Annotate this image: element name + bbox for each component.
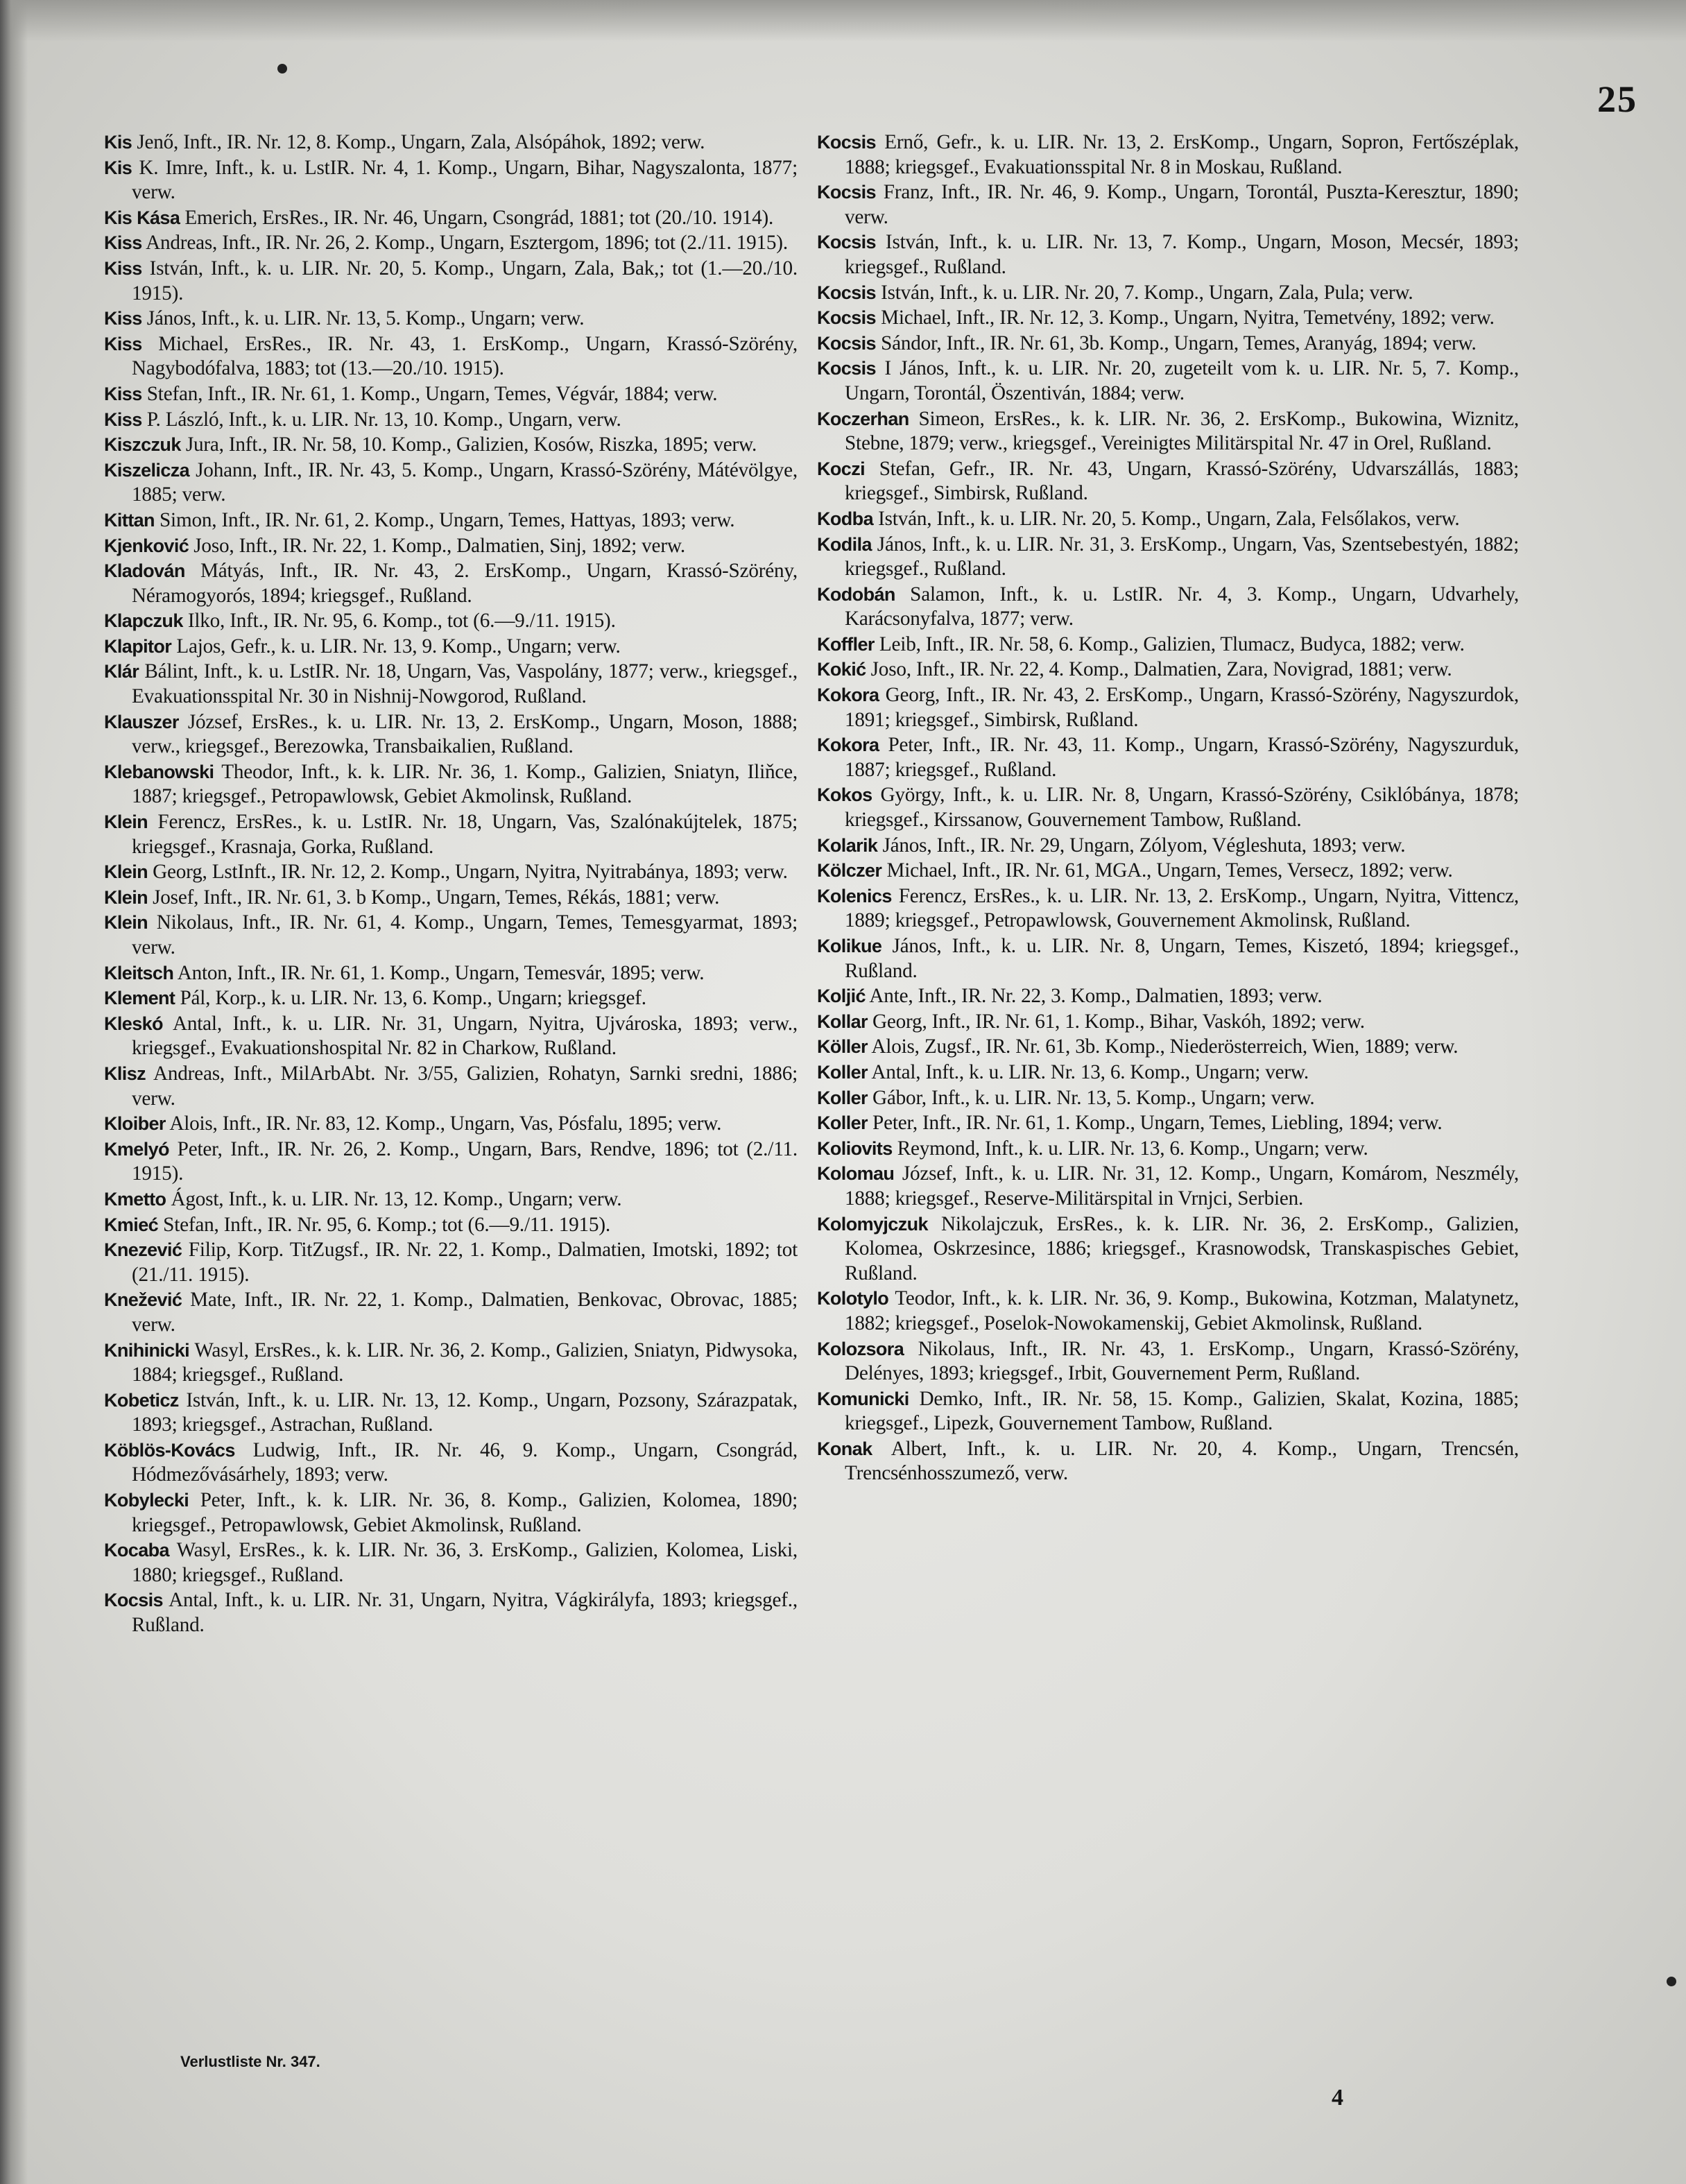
- entry-surname: Kobeticz: [104, 1389, 179, 1411]
- entry-surname: Kis Kása: [104, 207, 180, 228]
- entry-surname: Kittan: [104, 509, 155, 531]
- scan-speck: [277, 64, 287, 74]
- entry-details: Theodor, Inft., k. k. LIR. Nr. 36, 1. Komp., Galizien, Sniatyn, Iliňce, 1887; kriegsgef., Petropawlowsk, Gebiet Akmolinsk, Rußland.: [132, 760, 798, 808]
- entry-surname: Kiss: [104, 308, 142, 329]
- list-entry: [817, 1162, 1519, 1211]
- entry-details: István, Inft., k. u. LIR. Nr. 13, 7. Komp., Ungarn, Moson, Mecsér, 1893; kriegsgef., Rußland.: [845, 231, 1519, 278]
- entry-surname: Kiss: [104, 333, 142, 354]
- entry-details: Antal, Inft., k. u. LIR. Nr. 13, 6. Komp., Ungarn; verw.: [871, 1060, 1309, 1083]
- entry-surname: Kolomau: [817, 1163, 895, 1185]
- list-entry: [817, 507, 1519, 532]
- entry-details: Antal, Inft., k. u. LIR. Nr. 31, Ungarn, Nyitra, Ujvároska, 1893; verw., kriegsgef., Evakuationshospital Nr. 82 in Charkow, Rußland.: [132, 1012, 798, 1060]
- entry-details: János, Inft., k. u. LIR. Nr. 31, 3. ErsKomp., Ungarn, Vas, Szentsebestyén, 1882; kriegsgef., Rußland.: [845, 533, 1519, 581]
- entry-surname: Kolotylo: [817, 1288, 889, 1309]
- list-entry: [817, 230, 1519, 280]
- list-entry: [817, 683, 1519, 732]
- entry-details: Reymond, Inft., k. u. LIR. Nr. 13, 6. Komp., Ungarn; verw.: [897, 1137, 1368, 1160]
- entry-details: Stefan, Gefr., IR. Nr. 43, Ungarn, Krassó-Szörény, Udvarszállás, 1883; kriegsgef., Simbirsk, Rußland.: [845, 457, 1519, 505]
- scan-edge-top: [0, 0, 1686, 42]
- entry-surname: Knežević: [104, 1289, 182, 1311]
- left-column: [104, 130, 798, 1639]
- list-entry: [817, 583, 1519, 632]
- entry-details: Simon, Inft., IR. Nr. 61, 2. Komp., Ungarn, Temes, Hattyas, 1893; verw.: [160, 508, 735, 531]
- list-entry: [104, 508, 798, 533]
- entry-details: Bálint, Inft., k. u. LstIR. Nr. 18, Ungarn, Vas, Vaspolány, 1877; verw., kriegsgef., Evakuationsspital Nr. 30 in Nishnij-Nowgorod, Rußland.: [132, 660, 798, 708]
- list-entry: [104, 1137, 798, 1187]
- entry-surname: Kocsis: [817, 232, 876, 253]
- list-entry: [817, 1437, 1519, 1486]
- entry-surname: Kocaba: [104, 1540, 169, 1561]
- list-entry: [817, 934, 1519, 983]
- entry-surname: Kolozsora: [817, 1338, 904, 1359]
- list-entry: [104, 1187, 798, 1212]
- entry-details: Ludwig, Inft., IR. Nr. 46, 9. Komp., Ungarn, Csongrád, Hódmezővásárhely, 1893; verw.: [132, 1438, 798, 1486]
- entry-surname: Klár: [104, 661, 139, 682]
- entry-details: Nikolaus, Inft., IR. Nr. 43, 1. ErsKomp., Ungarn, Krassó-Szörény, Delényes, 1893; kriegsgef., Irbit, Gouvernement Perm, Rußland.: [845, 1337, 1519, 1385]
- entry-details: Georg, LstInft., IR. Nr. 12, 2. Komp., Ungarn, Nyitra, Nyitrabánya, 1893; verw.: [153, 861, 788, 884]
- entry-details: Andreas, Inft., MilArbAbt. Nr. 3/55, Galizien, Rohatyn, Sarnki sredni, 1886; verw.: [132, 1062, 798, 1110]
- entry-details: József, Inft., k. u. LIR. Nr. 31, 12. Komp., Ungarn, Komárom, Neszmély, 1888; kriegsgef., Reserve-Militärspital in Vrnjci, Serbien.: [845, 1162, 1519, 1210]
- entry-details: I János, Inft., k. u. LIR. Nr. 20, zugeteilt vom k. u. LIR. Nr. 5, 7. Komp., Ungarn, Torontál, Öszentiván, 1884; verw.: [845, 357, 1519, 404]
- list-entry: [817, 1212, 1519, 1287]
- entry-surname: Klein: [104, 861, 148, 883]
- signature-mark: 4: [1332, 2085, 1343, 2110]
- list-entry: [817, 180, 1519, 230]
- page-number: 25: [1597, 78, 1637, 120]
- entry-surname: Koller: [817, 1112, 868, 1134]
- entry-surname: Koffler: [817, 633, 875, 655]
- scan-edge-left: [0, 0, 28, 2184]
- list-entry: [817, 859, 1519, 884]
- list-entry: [104, 559, 798, 608]
- entry-surname: Konak: [817, 1438, 872, 1459]
- entry-details: Nikolajczuk, ErsRes., k. k. LIR. Nr. 36, 2. ErsKomp., Galizien, Kolomea, Oskrzesince, 1886; kriegsgef., Krasnowodsk, Transkaspisches Gebiet, Rußland.: [845, 1212, 1519, 1284]
- list-entry: [817, 884, 1519, 934]
- entry-surname: Kiszczuk: [104, 434, 181, 456]
- entry-surname: Kiss: [104, 232, 142, 254]
- list-entry: [817, 281, 1519, 306]
- entry-surname: Komunicki: [817, 1388, 909, 1409]
- list-entry: [817, 657, 1519, 682]
- list-entry: [104, 886, 798, 911]
- entry-surname: Kokora: [817, 685, 879, 706]
- entry-details: Salamon, Inft., k. u. LstIR. Nr. 4, 3. Komp., Ungarn, Udvarhely, Karácsonyfalva, 1877; verw.: [845, 583, 1519, 630]
- entry-surname: Kollar: [817, 1011, 868, 1032]
- entry-surname: Koczi: [817, 458, 866, 479]
- list-entry: [817, 1010, 1519, 1035]
- list-entry: [817, 306, 1519, 331]
- entry-surname: Kis: [104, 157, 132, 178]
- list-entry: [104, 130, 798, 155]
- entry-surname: Kokos: [817, 784, 872, 806]
- list-entry: [104, 1388, 798, 1438]
- entry-details: Stefan, Inft., IR. Nr. 61, 1. Komp., Ungarn, Temes, Végvár, 1884; verw.: [146, 382, 718, 405]
- entry-surname: Kmetto: [104, 1188, 166, 1210]
- list-entry: [817, 457, 1519, 506]
- entry-surname: Köller: [817, 1036, 868, 1058]
- entry-details: Lajos, Gefr., k. u. LIR. Nr. 13, 9. Komp., Ungarn; verw.: [176, 635, 621, 657]
- entry-surname: Kmieć: [104, 1214, 159, 1235]
- entry-details: Andreas, Inft., IR. Nr. 26, 2. Komp., Ungarn, Esztergom, 1896; tot (2./11. 1915).: [146, 232, 788, 255]
- list-entry: [104, 660, 798, 709]
- entry-details: Wasyl, ErsRes., k. k. LIR. Nr. 36, 2. Komp., Galizien, Sniatyn, Pidwysoka, 1884; kriegsgef., Rußland.: [132, 1339, 798, 1386]
- entry-details: József, ErsRes., k. u. LIR. Nr. 13, 2. ErsKomp., Ungarn, Moson, 1888; verw., kriegsgef., Berezowka, Transbaikalien, Rußland.: [132, 710, 798, 758]
- entry-surname: Klauszer: [104, 711, 179, 732]
- list-entry: [817, 783, 1519, 832]
- entry-details: Peter, Inft., IR. Nr. 43, 11. Komp., Ungarn, Krassó-Szörény, Nagyszurduk, 1887; kriegsgef., Rußland.: [845, 734, 1519, 781]
- entry-surname: Kloiber: [104, 1113, 166, 1135]
- entry-surname: Kjenković: [104, 535, 189, 556]
- entry-surname: Kobylecki: [104, 1490, 189, 1511]
- entry-details: Anton, Inft., IR. Nr. 61, 1. Komp., Ungarn, Temesvár, 1895; verw.: [177, 961, 705, 984]
- list-entry: [104, 206, 798, 231]
- list-entry: [817, 984, 1519, 1009]
- entry-details: Sándor, Inft., IR. Nr. 61, 3b. Komp., Ungarn, Temes, Aranyág, 1894; verw.: [881, 332, 1477, 354]
- list-entry: [104, 911, 798, 960]
- entry-surname: Kolarik: [817, 834, 878, 856]
- entry-details: István, Inft., k. u. LIR. Nr. 20, 5. Komp., Ungarn, Zala, Felsőlakos, verw.: [878, 507, 1460, 530]
- entry-surname: Koliovits: [817, 1137, 893, 1159]
- list-footer: Verlustliste Nr. 347.: [180, 2053, 320, 2070]
- entry-details: János, Inft., IR. Nr. 29, Ungarn, Zólyom, Végleshuta, 1893; verw.: [882, 834, 1406, 857]
- list-entry: [104, 710, 798, 759]
- entry-details: Emerich, ErsRes., IR. Nr. 46, Ungarn, Csongrád, 1881; tot (20./10. 1914).: [184, 206, 774, 229]
- entry-surname: Koller: [817, 1061, 868, 1083]
- entry-surname: Klapitor: [104, 635, 172, 657]
- list-entry: [104, 257, 798, 306]
- entry-details: János, Inft., k. u. LIR. Nr. 13, 5. Komp., Ungarn; verw.: [146, 307, 585, 330]
- list-entry: [104, 332, 798, 381]
- entry-surname: Kolikue: [817, 936, 882, 956]
- entry-details: Jenő, Inft., IR. Nr. 12, 8. Komp., Ungarn, Zala, Alsópáhok, 1892; verw.: [137, 131, 705, 153]
- list-entry: [104, 1488, 798, 1538]
- list-entry: [104, 458, 798, 508]
- list-entry: [104, 1538, 798, 1588]
- list-entry: [104, 986, 798, 1011]
- list-entry: [817, 130, 1519, 180]
- list-entry: [104, 860, 798, 885]
- list-entry: [817, 1060, 1519, 1085]
- entry-surname: Kocsis: [817, 358, 876, 379]
- entry-details: Johann, Inft., IR. Nr. 43, 5. Komp., Ungarn, Krassó-Szörény, Mátévölgye, 1885; verw.: [132, 458, 798, 506]
- list-entry: [104, 961, 798, 986]
- entry-details: Ágost, Inft., k. u. LIR. Nr. 13, 12. Komp., Ungarn; verw.: [171, 1187, 622, 1210]
- entry-surname: Kmelyó: [104, 1138, 169, 1160]
- list-entry: [817, 332, 1519, 356]
- list-entry: [104, 635, 798, 660]
- entry-surname: Kodila: [817, 533, 872, 555]
- right-column: [817, 130, 1519, 1487]
- list-entry: [104, 1588, 798, 1637]
- entry-surname: Kocsis: [817, 282, 876, 303]
- entry-surname: Klement: [104, 988, 175, 1009]
- entry-details: Mátyás, Inft., IR. Nr. 43, 2. ErsKomp., Ungarn, Krassó-Szörény, Néramogyorós, 1894; kriegsgef., Rußland.: [132, 560, 798, 607]
- list-entry: [104, 534, 798, 559]
- entry-surname: Kolenics: [817, 885, 892, 906]
- list-entry: [817, 1387, 1519, 1436]
- list-entry: [817, 733, 1519, 782]
- list-entry: [104, 1339, 798, 1388]
- entry-details: Joso, Inft., IR. Nr. 22, 4. Komp., Dalmatien, Zara, Novigrad, 1881; verw.: [870, 658, 1452, 681]
- entry-surname: Kleitsch: [104, 962, 174, 983]
- list-entry: [104, 810, 798, 859]
- entry-details: Ilko, Inft., IR. Nr. 95, 6. Komp., tot (6.—9./11. 1915).: [187, 610, 616, 633]
- entry-details: Pál, Korp., k. u. LIR. Nr. 13, 6. Komp., Ungarn; kriegsgef.: [180, 987, 646, 1010]
- entry-surname: Kodobán: [817, 583, 895, 605]
- entry-details: Jura, Inft., IR. Nr. 58, 10. Komp., Galizien, Kosów, Riszka, 1895; verw.: [185, 433, 757, 456]
- entry-surname: Kolomyjczuk: [817, 1213, 928, 1235]
- entry-details: Georg, Inft., IR. Nr. 61, 1. Komp., Bihar, Vaskóh, 1892; verw.: [872, 1010, 1365, 1033]
- entry-surname: Kodba: [817, 508, 873, 529]
- list-entry: [817, 1035, 1519, 1060]
- list-entry: [817, 633, 1519, 657]
- entry-details: Josef, Inft., IR. Nr. 61, 3. b Komp., Ungarn, Temes, Rékás, 1881; verw.: [153, 886, 720, 909]
- entry-details: Ante, Inft., IR. Nr. 22, 3. Komp., Dalmatien, 1893; verw.: [869, 985, 1323, 1008]
- entry-surname: Klebanowski: [104, 761, 214, 782]
- entry-details: K. Imre, Inft., k. u. LstIR. Nr. 4, 1. Komp., Ungarn, Bihar, Nagyszalonta, 1877; verw.: [132, 156, 798, 204]
- entry-details: Stefan, Inft., IR. Nr. 95, 6. Komp.; tot (6.—9./11. 1915).: [163, 1213, 610, 1236]
- entry-surname: Kiss: [104, 383, 142, 404]
- list-entry: [817, 1337, 1519, 1386]
- list-entry: [104, 1288, 798, 1337]
- list-entry: [104, 1238, 798, 1287]
- list-entry: [817, 1111, 1519, 1136]
- entry-surname: Kiss: [104, 257, 142, 279]
- list-entry: [104, 433, 798, 458]
- entry-surname: Kleskó: [104, 1013, 163, 1034]
- entry-details: János, Inft., k. u. LIR. Nr. 8, Ungarn, Temes, Kiszetó, 1894; kriegsgef., Rußland.: [845, 935, 1519, 982]
- entry-details: Peter, Inft., IR. Nr. 61, 1. Komp., Ungarn, Temes, Liebling, 1894; verw.: [872, 1112, 1443, 1135]
- list-entry: [104, 609, 798, 634]
- entry-surname: Kis: [104, 132, 132, 153]
- entry-surname: Kocsis: [817, 132, 876, 153]
- entry-details: István, Inft., k. u. LIR. Nr. 20, 7. Komp., Ungarn, Zala, Pula; verw.: [881, 281, 1413, 304]
- entry-details: Michael, ErsRes., IR. Nr. 43, 1. ErsKomp., Ungarn, Krassó-Szörény, Nagybodófalva, 1883; tot (13.—20./10. 1915).: [132, 332, 798, 380]
- entry-surname: Kokić: [817, 659, 866, 680]
- entry-surname: Koczerhan: [817, 408, 909, 429]
- entry-surname: Kiss: [104, 409, 142, 430]
- entry-surname: Klisz: [104, 1063, 146, 1084]
- entry-details: Georg, Inft., IR. Nr. 43, 2. ErsKomp., Ungarn, Krassó-Szörény, Nagyszurdok, 1891; kriegsgef., Simbirsk, Rußland.: [845, 684, 1519, 731]
- entry-surname: Köblös-Kovács: [104, 1439, 235, 1461]
- entry-surname: Knihinicki: [104, 1339, 190, 1361]
- entry-details: Ferencz, ErsRes., k. u. LIR. Nr. 13, 2. ErsKomp., Ungarn, Nyitra, Vittencz, 1889; kriegsgef., Petropawlowsk, Gouvernement Akmolinsk, Rußland.: [845, 884, 1519, 932]
- entry-details: István, Inft., k. u. LIR. Nr. 13, 12. Komp., Ungarn, Pozsony, Szárazpatak, 1893; kriegsgef., Astrachan, Rußland.: [132, 1388, 798, 1436]
- list-entry: [104, 408, 798, 433]
- entry-details: Alois, Zugsf., IR. Nr. 61, 3b. Komp., Niederösterreich, Wien, 1889; verw.: [871, 1035, 1459, 1058]
- entry-surname: Klapczuk: [104, 610, 183, 632]
- list-entry: [817, 1287, 1519, 1336]
- list-entry: [817, 1086, 1519, 1111]
- entry-surname: Klein: [104, 912, 148, 934]
- scan-speck: [1667, 1977, 1676, 1986]
- entry-details: Demko, Inft., IR. Nr. 58, 15. Komp., Galizien, Skalat, Kozina, 1885; kriegsgef., Lipezk, Gouvernement Tambow, Rußland.: [845, 1387, 1519, 1435]
- entry-surname: Kokora: [817, 734, 879, 756]
- entry-details: Alois, Inft., IR. Nr. 83, 12. Komp., Ungarn, Vas, Pósfalu, 1895; verw.: [169, 1112, 722, 1135]
- entry-surname: Klein: [104, 886, 148, 908]
- entry-surname: Kiszelicza: [104, 459, 190, 481]
- entry-details: István, Inft., k. u. LIR. Nr. 20, 5. Komp., Ungarn, Zala, Bak,; tot (1.—20./10. 1915).: [132, 257, 798, 304]
- entry-details: Joso, Inft., IR. Nr. 22, 1. Komp., Dalmatien, Sinj, 1892; verw.: [193, 534, 685, 557]
- entry-details: Franz, Inft., IR. Nr. 46, 9. Komp., Ungarn, Torontál, Puszta-Keresztur, 1890; verw.: [845, 181, 1519, 228]
- entry-surname: Kladován: [104, 560, 185, 582]
- entry-surname: Koller: [817, 1087, 868, 1108]
- entry-details: Antal, Inft., k. u. LIR. Nr. 31, Ungarn, Nyitra, Vágkirályfa, 1893; kriegsgef., Rußland.: [132, 1589, 798, 1637]
- entry-details: P. László, Inft., k. u. LIR. Nr. 13, 10. Komp., Ungarn, verw.: [146, 408, 621, 431]
- list-entry: [104, 156, 798, 205]
- entry-details: Ferencz, ErsRes., k. u. LstIR. Nr. 18, Ungarn, Vas, Szalónakújtelek, 1875; kriegsgef., Krasnaja, Gorka, Rußland.: [132, 811, 798, 858]
- entry-surname: Knezević: [104, 1239, 182, 1261]
- list-entry: [817, 407, 1519, 456]
- entry-details: Michael, Inft., IR. Nr. 61, MGA., Ungarn, Temes, Versecz, 1892; verw.: [886, 859, 1453, 882]
- entry-surname: Kölczer: [817, 860, 882, 882]
- entry-details: Gábor, Inft., k. u. LIR. Nr. 13, 5. Komp., Ungarn; verw.: [872, 1086, 1315, 1109]
- entry-surname: Kocsis: [817, 182, 876, 203]
- list-entry: [104, 1012, 798, 1061]
- entry-details: Peter, Inft., IR. Nr. 26, 2. Komp., Ungarn, Bars, Rendve, 1896; tot (2./11. 1915).: [132, 1137, 798, 1185]
- entry-surname: Kocsis: [817, 307, 876, 329]
- entry-details: Mate, Inft., IR. Nr. 22, 1. Komp., Dalmatien, Benkovac, Obrovac, 1885; verw.: [132, 1289, 798, 1336]
- list-entry: [104, 760, 798, 809]
- list-entry: [817, 533, 1519, 582]
- entry-details: Peter, Inft., k. k. LIR. Nr. 36, 8. Komp., Galizien, Kolomea, 1890; kriegsgef., Petropawlowsk, Gebiet Akmolinsk, Rußland.: [132, 1489, 798, 1536]
- entry-details: Albert, Inft., k. u. LIR. Nr. 20, 4. Komp., Ungarn, Trencsén, Trencsénhosszumező, verw.: [845, 1437, 1519, 1485]
- entry-details: Leib, Inft., IR. Nr. 58, 6. Komp., Galizien, Tlumacz, Budyca, 1882; verw.: [879, 633, 1465, 655]
- entry-surname: Klein: [104, 811, 148, 833]
- list-entry: [104, 1438, 798, 1488]
- list-entry: [104, 1213, 798, 1238]
- list-entry: [104, 1112, 798, 1137]
- entry-surname: Kocsis: [104, 1590, 163, 1611]
- list-entry: [817, 356, 1519, 406]
- list-entry: [104, 1062, 798, 1111]
- list-entry: [817, 834, 1519, 859]
- entry-details: Simeon, ErsRes., k. k. LIR. Nr. 36, 2. ErsKomp., Bukowina, Wiznitz, Stebne, 1879; verw., kriegsgef., Vereinigtes Militärspital Nr. 47 in Orel, Rußland.: [845, 407, 1519, 455]
- entry-details: Michael, Inft., IR. Nr. 12, 3. Komp., Ungarn, Nyitra, Temetvény, 1892; verw.: [881, 307, 1495, 329]
- entry-details: Teodor, Inft., k. k. LIR. Nr. 36, 9. Komp., Bukowina, Kotzman, Malatynetz, 1882; kriegsgef., Poselok-Nowokamenskij, Gebiet Akmolinsk, Rußland.: [845, 1287, 1519, 1334]
- entry-details: Ernő, Gefr., k. u. LIR. Nr. 13, 2. ErsKomp., Ungarn, Sopron, Fertőszéplak, 1888; kriegsgef., Evakuationsspital Nr. 8 in Moskau, Rußland.: [845, 131, 1519, 178]
- entry-details: Nikolaus, Inft., IR. Nr. 61, 4. Komp., Ungarn, Temes, Temesgyarmat, 1893; verw.: [132, 911, 798, 958]
- list-entry: [104, 307, 798, 332]
- entry-details: Wasyl, ErsRes., k. k. LIR. Nr. 36, 3. ErsKomp., Galizien, Kolomea, Liski, 1880; kriegsgef., Rußland.: [132, 1539, 798, 1586]
- list-entry: [104, 382, 798, 407]
- entry-details: György, Inft., k. u. LIR. Nr. 8, Ungarn, Krassó-Szörény, Csiklóbánya, 1878; kriegsgef., Kirssanow, Gouvernement Tambow, Rußland.: [845, 784, 1519, 832]
- entry-surname: Koljić: [817, 986, 866, 1007]
- entry-surname: Kocsis: [817, 332, 876, 354]
- list-entry: [817, 1137, 1519, 1162]
- entry-details: Filip, Korp. TitZugsf., IR. Nr. 22, 1. Komp., Dalmatien, Imotski, 1892; tot (21./11. 1915).: [132, 1239, 798, 1286]
- list-entry: [104, 231, 798, 256]
